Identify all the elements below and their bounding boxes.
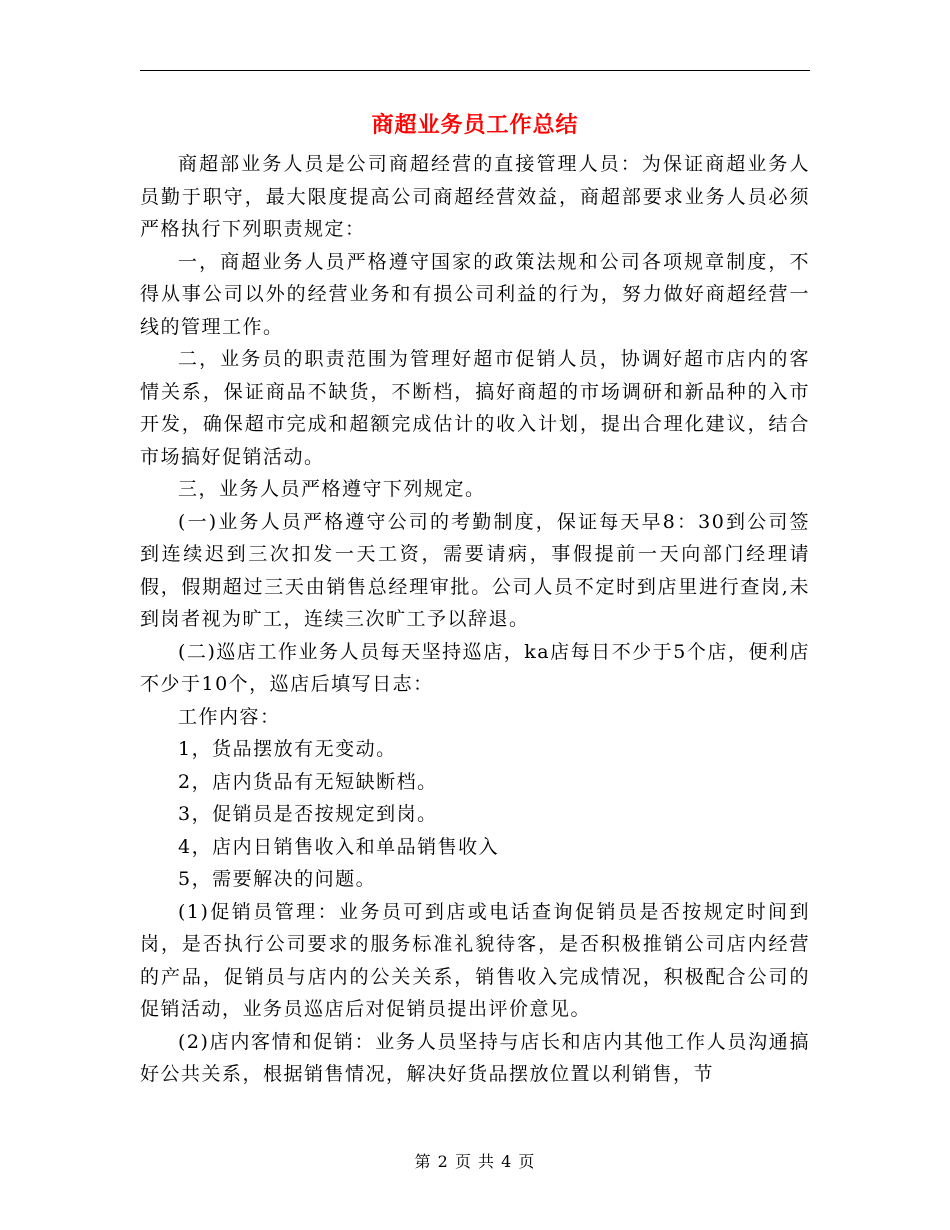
paragraph-rule-1: 一，商超业务人员严格遵守国家的政策法规和公司各项规章制度，不得从事公司以外的经营业务和有损公司利益的行为，努力做好商超经营一线的管理工作。	[140, 250, 810, 338]
header-rule	[140, 70, 810, 71]
list-item: 5，需要解决的问题。	[178, 868, 377, 890]
paragraph-promoter-management: (1)促销员管理：业务员可到店或电话查询促销员是否按规定时间到岗，是否执行公司要求的服务标准礼貌待客，是否积极推销公司店内经营的产品，促销员与店内的公关关系，销售收入完成情况，积极配合公司的促销活动，业务员巡店后对促销员提出评价意见。	[140, 900, 810, 1020]
paragraph-rule-2: 二，业务员的职责范围为管理好超市促销人员，协调好超市店内的客情关系，保证商品不缺货，不断档，搞好商超的市场调研和新品种的入市开发，确保超市完成和超额完成估计的收入计划，提出合理化建议，结合市场搞好促销活动。	[140, 348, 810, 468]
document-title: 商超业务员工作总结	[371, 112, 579, 138]
paragraph-store-visits: (二)巡店工作业务人员每天坚持巡店，ka店每日不少于5个店，便利店不少于10个，巡店后填写日志：	[140, 640, 810, 695]
list-item: 3，促销员是否按规定到岗。	[178, 803, 438, 825]
paragraph-store-relations: (2)店内客情和促销：业务人员坚持与店长和店内其他工作人员沟通搞好公共关系，根据销售情况，解决好货品摆放位置以利销售，节	[140, 1030, 810, 1085]
list-item: 1，货品摆放有无变动。	[178, 738, 397, 760]
list-item: 2，店内货品有无短缺断档。	[178, 770, 438, 793]
paragraph-work-content-heading: 工作内容：	[178, 705, 281, 728]
paragraph-rule-3: 三，业务人员严格遵守下列规定。	[178, 478, 486, 500]
paragraph-attendance: (一)业务人员严格遵守公司的考勤制度，保证每天早8：30到公司签到连续迟到三次扣发一天工资，需要请病，事假提前一天向部门经理请假，假期超过三天由销售总经理审批。公司人员不定时到店里进行查岗,未到岗者视为旷工，连续三次旷工予以辞退。	[140, 510, 810, 630]
page-footer: 第 2 页 共 4 页	[414, 1152, 536, 1171]
paragraph-intro: 商超部业务人员是公司商超经营的直接管理人员：为保证商超业务人员勤于职守，最大限度提高公司商超经营效益，商超部要求业务人员必须严格执行下列职责规定：	[140, 153, 810, 240]
list-item: 4，店内日销售收入和单品销售收入	[178, 835, 500, 858]
document-body	[140, 148, 810, 1091]
